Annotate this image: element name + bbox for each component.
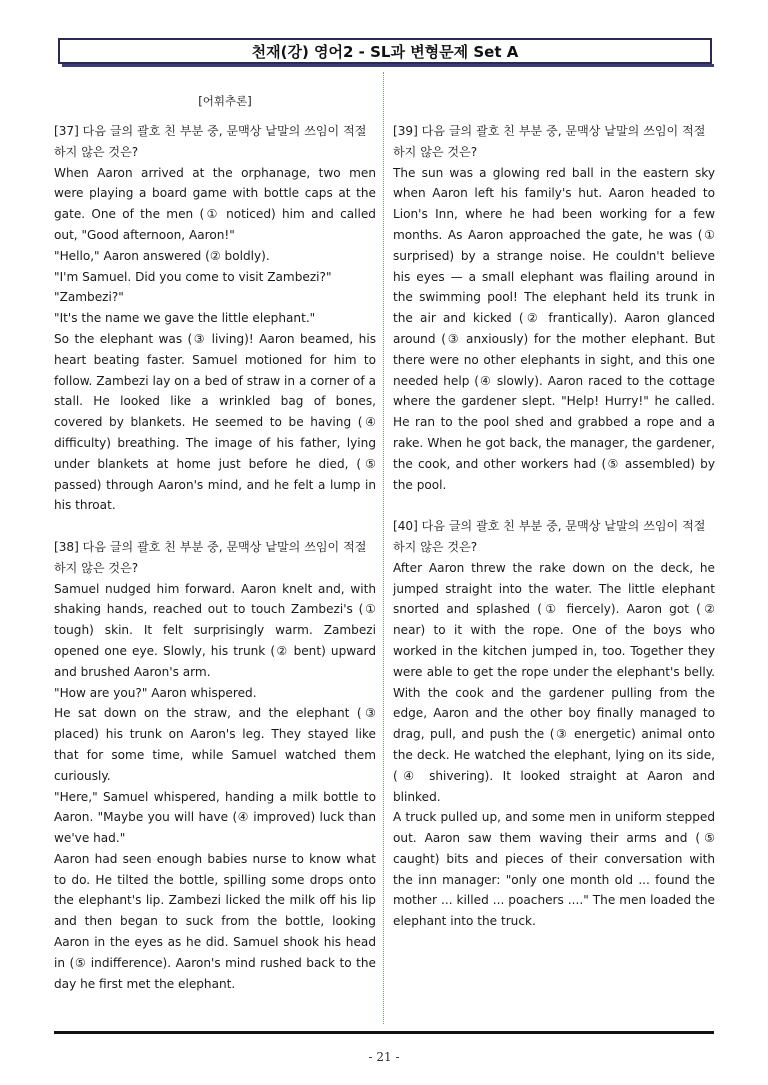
passage-paragraph: Aaron had seen enough babies nurse to know what to do. He tilted the bottle, spilling some drops onto the elephant's lip. Zambezi licked the milk off his lip and then began to suck from the bottle, looking Aaron in the eyes as he did. Samuel shook his head in (⑤ indifference). Aaron's mind rushed back to the day he first met the elephant. (54, 851, 376, 991)
page-number: - 21 - (368, 1050, 400, 1064)
page-title: 천재(강) 영어2 - SL과 변형문제 Set A (58, 38, 712, 64)
question-heading: [40] 다음 글의 괄호 친 부분 중, 문맥상 낱말의 쓰임이 적절하지 않은 것은? (393, 519, 706, 554)
passage-paragraph: After Aaron threw the rake down on the deck, he jumped straight into the water. The little elephant snorted and splashed (① fiercely). Aaron got (② near) to it with the rope. One of the boys who worked in the kitchen jumped in, too. Together they were able to get the rope under the elephant's belly. With the cook and the gardener pulling from the edge, Aaron and the other boy finally managed to drag, pull, and push the (③ energetic) animal onto the deck. He watched the elephant, lying on its side, (④ shivering). It looked straight at Aaron and blinked. (393, 560, 715, 804)
passage-paragraph: When Aaron arrived at the orphanage, two men were playing a board game with bottle caps at the gate. One of the men (① noticed) him and called out, "Good afternoon, Aaron!" (54, 165, 376, 242)
question-heading: [37] 다음 글의 괄호 친 부분 중, 문맥상 낱말의 쓰임이 적절하지 않은 것은? (54, 124, 367, 159)
column-divider (383, 72, 384, 1024)
passage-paragraph: "Hello," Aaron answered (② boldly). (54, 248, 270, 263)
title-underline (62, 64, 714, 67)
question-heading: [38] 다음 글의 괄호 친 부분 중, 문맥상 낱말의 쓰임이 적절하지 않은 것은? (54, 539, 367, 575)
question-39 (393, 121, 715, 495)
passage-paragraph: So the elephant was (③ living)! Aaron beamed, his heart beating faster. Samuel motioned for him to follow. Zambezi lay on a bed of straw in a corner of a stall. He looked like a wrinkled bag of bones, covered by blankets. He seemed to be having (④ difficulty) breathing. The image of his father, lying under blankets at home just before he died, (⑤ passed) through Aaron's mind, and he felt a lump in his throat. (54, 331, 376, 513)
passage-paragraph: A truck pulled up, and some men in uniform stepped out. Aaron saw them waving their arms and (⑤ caught) bits and pieces of their conversation with the inn manager: "only one month old ... found the mother ... killed ... poachers ...." The men loaded the elephant into the truck. (393, 810, 715, 929)
passage-paragraph: "I'm Samuel. Did you come to visit Zambezi?" (54, 269, 332, 284)
passage-paragraph: "Here," Samuel whispered, handing a milk bottle to Aaron. "Maybe you will have (④ improved) luck than we've had." (54, 789, 376, 846)
question-heading: [39] 다음 글의 괄호 친 부분 중, 문맥상 낱말의 쓰임이 적절하지 않은 것은? (393, 124, 706, 159)
passage-paragraph: "Zambezi?" (54, 290, 124, 305)
section-label-spacer (393, 80, 715, 121)
passage-paragraph: Samuel nudged him forward. Aaron knelt and, with shaking hands, reached out to touch Zambezi's (① tough) skin. It felt surprisingly warm. Zambezi opened one eye. Slowly, his trunk (② bent) upward and brushed Aaron's arm. (54, 581, 376, 679)
right-column (393, 80, 715, 932)
section-label: [어휘추론] (198, 94, 252, 108)
left-column (54, 80, 376, 994)
question-40 (393, 516, 715, 932)
passage-paragraph: "How are you?" Aaron whispered. (54, 685, 257, 700)
passage-paragraph: The sun was a glowing red ball in the eastern sky when Aaron left his family's hut. Aaron headed to Lion's Inn, where he had been working for a few months. As Aaron approached the gate, he was (① surprised) by a strange noise. He couldn't believe his eyes — a small elephant was flailing around in the swimming pool! The elephant held its trunk in the air and kicked (② frantically). Aaron glanced around (③ anxiously) for the mother elephant. But there were no other elephants in sight, and this one needed help (④ slowly). Aaron raced to the cottage where the gardener slept. "Help! Hurry!" he called. He ran to the pool shed and grabbed a rope and a rake. When he got back, the manager, the gardener, the cook, and other workers had (⑤ assembled) by the pool. (393, 165, 715, 492)
passage-paragraph: He sat down on the straw, and the elephant (③ placed) his trunk on Aaron's leg. They stayed like that for some time, while Samuel watched them curiously. (54, 706, 376, 783)
question-38 (54, 537, 376, 995)
passage-paragraph: "It's the name we gave the little elephant." (54, 311, 316, 326)
question-37 (54, 121, 376, 516)
footer-rule (54, 1031, 714, 1034)
